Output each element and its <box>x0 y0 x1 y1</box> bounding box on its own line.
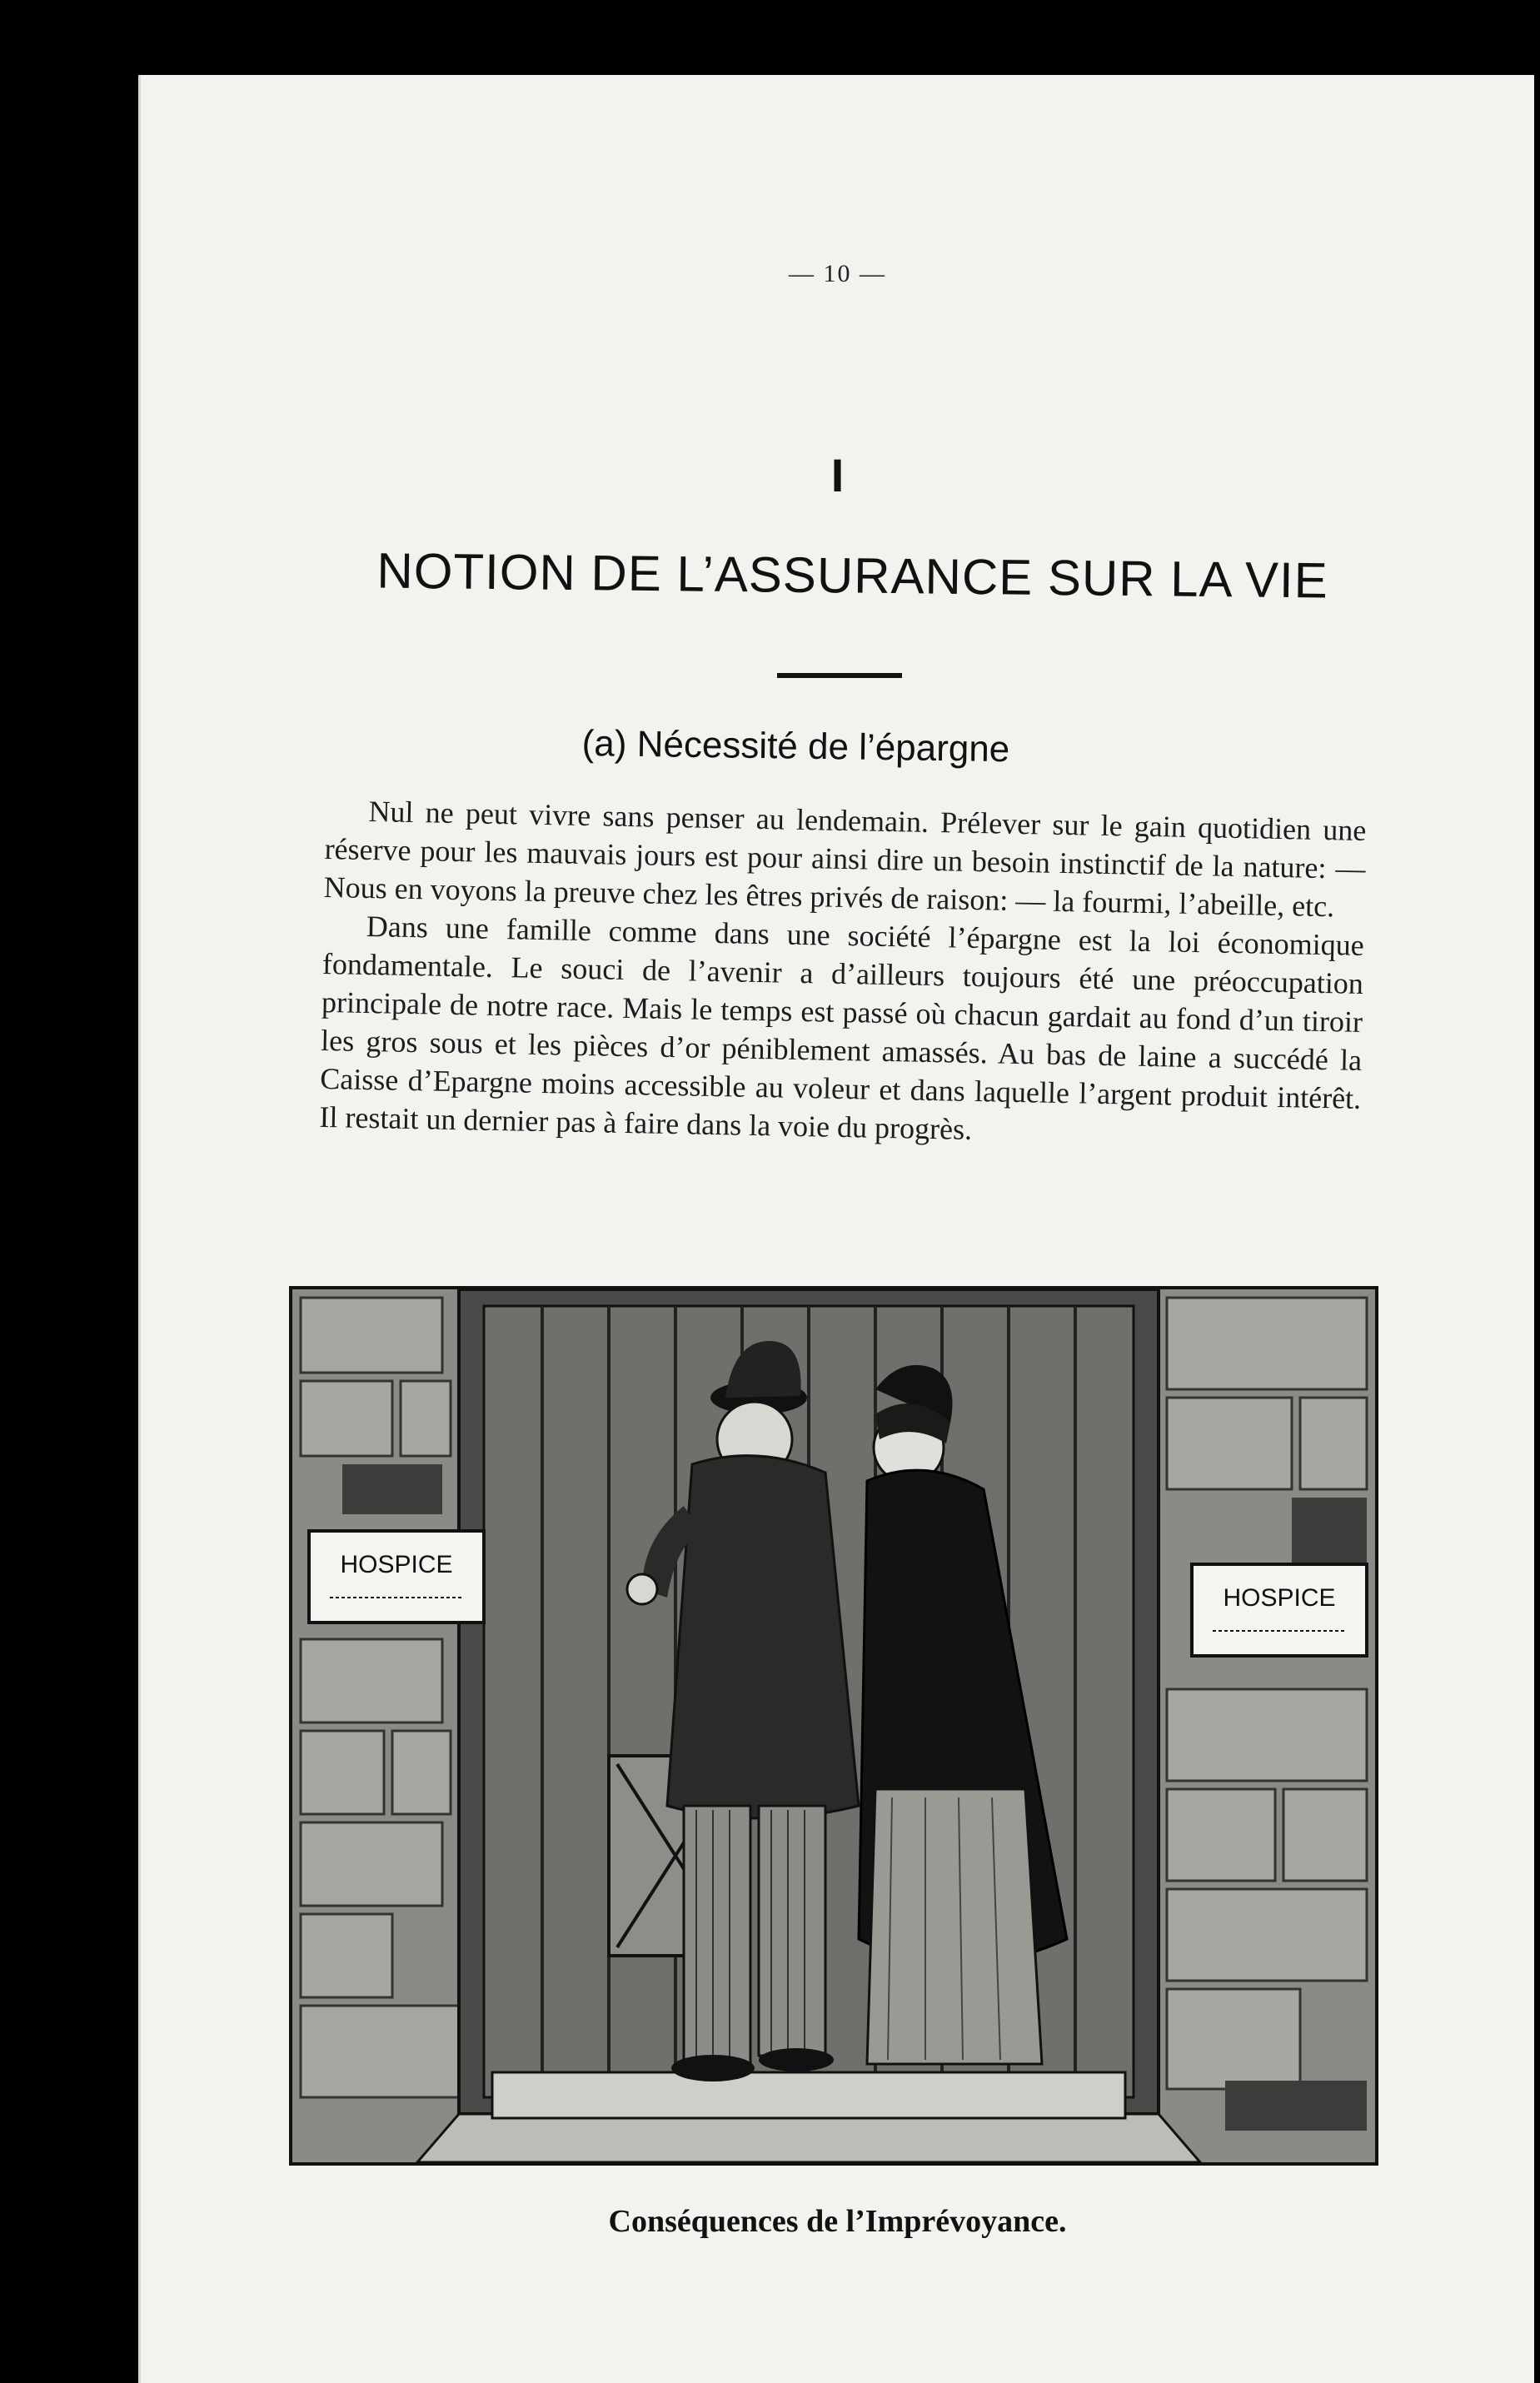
chapter-number: I <box>830 449 845 501</box>
illustration-caption: Conséquences de l’Imprévoyance. <box>608 2204 1067 2239</box>
paragraph: Dans une famille comme dans une société l’épargne est la loi économique fondamentale. Le souci de l’avenir a d’ailleurs toujours été une préoccupation principale de notre race. Mais le temps est passé où chacun gardait au fond d’un tiroir les gros sous et les pièces d’or péniblement amassés. Au bas de laine a succédé la Caisse d’Epargne moins accessible au voleur et dans laquelle l’argent produit intérêt. Il restait un dernier pas à faire dans la voie du progrès. <box>319 909 1365 1146</box>
hospice-illustration <box>289 1286 1378 2166</box>
document-page <box>138 75 1534 2383</box>
chapter-title: NOTION DE L’ASSURANCE SUR LA VIE <box>376 542 1329 609</box>
body-text <box>319 791 1367 1156</box>
page-number: — 10 — <box>789 260 886 287</box>
section-title: Nécessité de l’épargne <box>636 723 1010 770</box>
section-label: (a) <box>581 723 627 765</box>
section-heading <box>581 723 1165 773</box>
sign-left-text: HOSPICE <box>340 1551 453 1578</box>
sign-right-text: HOSPICE <box>1223 1584 1336 1612</box>
paragraph: Nul ne peut vivre sans penser au lendemain. Prélever sur le gain quotidien une réserve pour les mauvais jours est pour ainsi dire un besoin instinctif de la nature: — Nous en voyons la preuve chez les êtres privés de raison: — la fourmi, l’abeille, etc. <box>323 794 1367 924</box>
title-divider <box>777 673 902 678</box>
